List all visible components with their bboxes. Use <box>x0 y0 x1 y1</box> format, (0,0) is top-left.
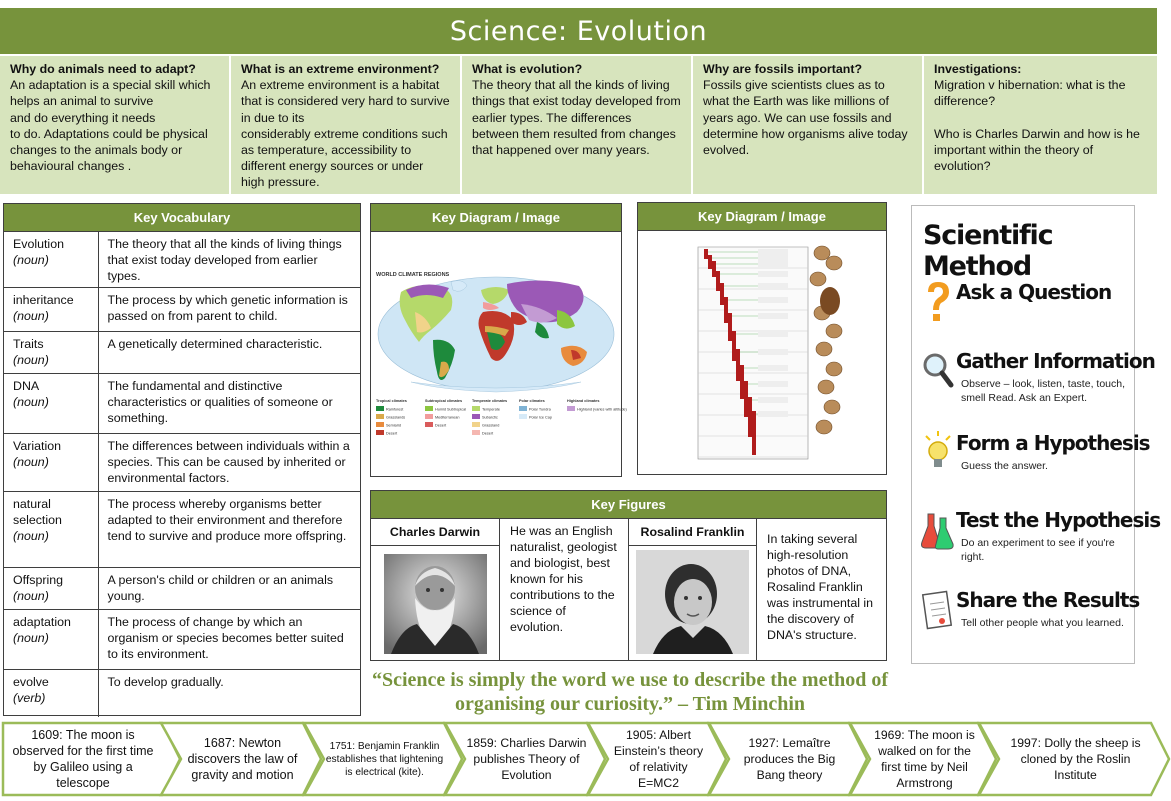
hominid-skull-images <box>810 246 842 434</box>
part-of-speech: (noun) <box>13 353 49 367</box>
species-range-bar <box>704 249 708 259</box>
question-box-adapt <box>0 56 229 194</box>
vocabulary-row <box>4 374 360 434</box>
legend-label: Polar Ice Cap <box>529 415 553 420</box>
vocabulary-definition: The fundamental and distinctive characteristics or qualities of someone or something. <box>98 374 360 434</box>
method-step-ask <box>922 280 1132 336</box>
figure-text: He was an English naturalist, geologist and biologist, best known for his contributions to the science of evolution. <box>510 524 617 634</box>
lab-report-icon <box>922 588 954 632</box>
vocabulary-term-cell <box>4 374 98 434</box>
legend-label: Grassland <box>482 423 500 428</box>
question-box-extreme-environment <box>231 56 460 194</box>
figure-darwin <box>371 519 500 660</box>
timeline-event-text: 1609: The moon is observed for the first time by Galileo using a telescope <box>12 728 154 790</box>
question-mark-icon <box>922 280 954 324</box>
legend-swatch <box>376 422 384 427</box>
franklin-portrait <box>629 546 756 659</box>
key-figures-panel <box>370 490 887 661</box>
figure-darwin-description <box>500 519 629 660</box>
method-step-hypothesis <box>922 431 1150 487</box>
timeline-event-text: 1751: Benjamin Franklin establishes that lightening is electrical (kite). <box>325 740 444 778</box>
question-text: An extreme environment is a habitat that is considered very hard to survive in due to its considerably extreme conditions such as temperature, accessibility to different energy sources or under high pressure. <box>241 78 450 190</box>
species-label-box <box>758 283 788 289</box>
key-vocabulary-panel <box>3 203 361 716</box>
question-box-evolution <box>462 56 691 194</box>
figure-franklin <box>629 519 757 660</box>
question-row <box>0 56 1157 194</box>
vocabulary-row <box>4 232 360 288</box>
species-range-bar <box>712 261 716 277</box>
part-of-speech: (noun) <box>13 455 49 469</box>
part-of-speech: (noun) <box>13 253 49 267</box>
map-title: WORLD CLIMATE REGIONS <box>376 272 450 278</box>
vocabulary-definition: The differences between individuals within a species. This can be caused by inherited or environmental factors. <box>98 434 360 492</box>
question-heading: What is evolution? <box>472 62 583 76</box>
method-step-gather <box>922 349 1155 409</box>
legend-swatch <box>519 406 527 411</box>
vocabulary-definition: The process whereby organisms better adapted to their environment and therefore tend to survive and produce more offspring. <box>98 492 360 568</box>
species-range-bar <box>740 365 744 399</box>
vocabulary-term-cell <box>4 434 98 492</box>
legend-swatch <box>472 406 480 411</box>
legend-swatch <box>567 406 575 411</box>
skull-image <box>816 342 832 356</box>
species-range-bar <box>708 255 712 269</box>
timeline-event <box>160 722 323 796</box>
vocabulary-term-cell <box>4 232 98 288</box>
species-range-bar <box>716 271 720 291</box>
vocabulary-term-cell <box>4 610 98 670</box>
legend-group-title: Subtropical climates <box>425 399 463 403</box>
species-label-box <box>758 381 788 387</box>
question-text: Migration v hibernation: what is the difference? Who is Charles Darwin and how is he important within the theory of evolution? <box>934 78 1140 174</box>
part-of-speech: (noun) <box>13 529 49 543</box>
vocabulary-term: Traits <box>13 337 44 351</box>
vocabulary-term: evolve <box>13 675 49 689</box>
vocabulary-term-cell <box>4 332 98 374</box>
skull-image <box>824 400 840 414</box>
step-heading: Ask a Question <box>956 280 1112 304</box>
legend-group-title: Temperate climates <box>472 399 508 403</box>
step-heading: Gather Information <box>956 349 1155 373</box>
legend-label: Semiarid <box>386 423 401 428</box>
legend-swatch <box>376 414 384 419</box>
part-of-speech: (noun) <box>13 589 49 603</box>
timeline-event <box>303 722 464 796</box>
vocabulary-term-cell <box>4 288 98 332</box>
legend-swatch <box>376 406 384 411</box>
vocabulary-term: inheritance <box>13 293 74 307</box>
species-range-bar <box>720 283 724 305</box>
legend-swatch <box>425 414 433 419</box>
vocabulary-row <box>4 610 360 670</box>
science-timeline <box>0 722 1157 798</box>
timeline-event <box>849 722 998 796</box>
timeline-event <box>444 722 607 796</box>
vocabulary-term-cell <box>4 568 98 610</box>
skull-image <box>826 362 842 376</box>
magnifier-icon <box>922 349 954 393</box>
species-label-box <box>758 271 788 277</box>
figure-franklin-description <box>757 519 885 660</box>
question-heading: What is an extreme environment? <box>241 62 440 76</box>
diagram-heading: Key Diagram / Image <box>371 204 621 231</box>
lightbulb-icon <box>922 431 954 475</box>
legend-swatch <box>425 406 433 411</box>
legend-label: Subarctic <box>482 415 498 420</box>
flask-icon <box>922 508 954 552</box>
legend-label: Desert <box>482 431 494 436</box>
part-of-speech: (verb) <box>13 691 46 705</box>
legend-swatch <box>472 422 480 427</box>
species-range-bar <box>748 397 752 437</box>
vocabulary-heading: Key Vocabulary <box>4 204 360 231</box>
question-heading: Why do animals need to adapt? <box>10 62 196 76</box>
skull-image <box>818 380 834 394</box>
timeline-event-text: 1969: The moon is walked on for the first time by Neil Armstrong <box>874 728 975 790</box>
species-label-box <box>758 411 788 417</box>
method-step-test <box>922 508 1161 568</box>
skull-image <box>814 246 830 260</box>
timeline-event <box>2 722 182 796</box>
part-of-speech: (noun) <box>13 631 49 645</box>
timeline-event-text: 1997: Dolly the sheep is cloned by the Roslin Institute <box>1010 736 1141 782</box>
species-label-box <box>758 313 788 319</box>
timeline-event-text: 1859: Charlies Darwin publishes Theory of Evolution <box>466 736 587 782</box>
skull-image <box>816 420 832 434</box>
step-description: Do an experiment to see if you're right. <box>961 537 1115 563</box>
part-of-speech: (noun) <box>13 309 49 323</box>
vocabulary-row <box>4 670 360 717</box>
question-text: Fossils give scientists clues as to what the Earth was like millions of years ago. We can use fossils and determine how organisms alive today evolved. <box>703 78 908 158</box>
legend-group-title: Tropical climates <box>376 399 407 403</box>
timeline-event-text: 1927: Lemaître produces the Big Bang theory <box>743 736 836 782</box>
legend-label: Rainforest <box>386 407 404 412</box>
timeline-event <box>978 722 1171 796</box>
vocabulary-definition: The process by which genetic information is passed on from parent to child. <box>98 288 360 332</box>
question-heading: Investigations: <box>934 62 1022 76</box>
legend-swatch <box>519 414 527 419</box>
quote: “Science is simply the word we use to describe the method of organising our curiosity.” – Tim Minchin <box>371 669 889 715</box>
question-text: An adaptation is a special skill which helps an animal to survive and do everything it needs to do. Adaptations could be physical changes to the animals body or behavioural changes . <box>10 78 211 174</box>
question-box-investigations <box>924 56 1157 194</box>
vocabulary-row <box>4 568 360 610</box>
step-description: Guess the answer. <box>961 460 1048 472</box>
step-heading: Test the Hypothesis <box>956 508 1161 532</box>
step-heading: Form a Hypothesis <box>956 431 1150 455</box>
vocabulary-row <box>4 332 360 374</box>
vocabulary-term: DNA <box>13 379 40 393</box>
species-label-box <box>758 255 788 261</box>
species-label-box <box>758 349 788 355</box>
legend-swatch <box>472 430 480 435</box>
method-step-share <box>922 588 1140 648</box>
timeline-event-text: 1687: Newton discovers the law of gravity and motion <box>187 736 298 782</box>
vocabulary-term: Offspring <box>13 573 64 587</box>
legend-group-title: Highland climates <box>567 399 600 403</box>
vocabulary-term: natural selection <box>13 497 62 527</box>
species-range-bar <box>736 349 740 381</box>
figure-text: In taking several high-resolution photos of DNA, Rosalind Franklin was instrumental in the discovery of DNA's structure. <box>767 532 874 642</box>
question-heading: Why are fossils important? <box>703 62 863 76</box>
vocabulary-definition: A person's child or children or an animals young. <box>98 568 360 610</box>
world-climate-map <box>371 232 627 477</box>
page-title: Science: Evolution <box>0 8 1157 54</box>
vocabulary-row <box>4 288 360 332</box>
legend-label: Highland (varies with altitude) <box>577 407 627 412</box>
species-label-box <box>758 397 788 403</box>
vocabulary-table <box>4 231 360 717</box>
legend-label: Desert <box>386 431 398 436</box>
ape-figure <box>820 287 840 315</box>
key-diagram-climate-panel <box>370 203 627 477</box>
species-range-bar <box>724 297 728 323</box>
vocabulary-term: Evolution <box>13 237 64 251</box>
question-box-fossils <box>693 56 922 194</box>
legend-label: Polar Tundra <box>529 407 551 412</box>
question-text: The theory that all the kinds of living things that exist today developed from earlier types. The differences between them resulted from changes that happened over many years. <box>472 78 681 158</box>
legend-label: Mediterranean <box>435 415 460 420</box>
species-range-bar <box>728 313 732 341</box>
timeline-event <box>708 722 869 796</box>
legend-label: Humid Subtropical <box>435 407 467 412</box>
species-label-box <box>758 331 788 337</box>
legend-label: Grasslands <box>386 415 406 420</box>
step-description: Observe – look, listen, taste, touch, smell Read. Ask an Expert. <box>961 378 1126 404</box>
human-evolution-chart <box>638 231 885 475</box>
darwin-portrait <box>371 546 499 659</box>
diagram-heading: Key Diagram / Image <box>638 203 886 230</box>
map-legend <box>376 399 628 436</box>
figure-name: Rosalind Franklin <box>629 519 756 546</box>
skull-image <box>810 272 826 286</box>
legend-label: Desert <box>435 423 447 428</box>
step-description: Tell other people what you learned. <box>961 617 1124 629</box>
species-label-box <box>758 365 788 371</box>
part-of-speech: (noun) <box>13 395 49 409</box>
species-label-box <box>758 249 788 255</box>
timeline-event-text: 1905: Albert Einstein’s theory of relativity E=MC2 <box>613 728 704 790</box>
vocabulary-definition: A genetically determined characteristic. <box>98 332 360 374</box>
key-diagram-human-evolution-panel <box>637 202 887 475</box>
legend-swatch <box>472 414 480 419</box>
vocabulary-definition: The process of change by which an organism or species becomes better suited to its environment. <box>98 610 360 670</box>
species-label-box <box>758 261 788 267</box>
species-range-bar <box>744 381 748 417</box>
vocabulary-definition: To develop gradually. <box>98 670 360 717</box>
skull-image <box>826 256 842 270</box>
vocabulary-term-cell <box>4 492 98 568</box>
vocabulary-definition: The theory that all the kinds of living things that exist today developed from earlier types. <box>98 232 360 288</box>
timeline-event <box>587 722 728 796</box>
step-heading: Share the Results <box>956 588 1140 612</box>
species-label-box <box>758 297 788 303</box>
figures-heading: Key Figures <box>371 491 886 518</box>
legend-group-title: Polar climates <box>519 399 545 403</box>
vocabulary-row <box>4 492 360 568</box>
method-title: Scientific Method <box>923 220 1053 282</box>
vocabulary-term: adaptation <box>13 615 71 629</box>
legend-swatch <box>376 430 384 435</box>
skull-image <box>826 324 842 338</box>
vocabulary-term-cell <box>4 670 98 717</box>
species-range-bar <box>732 331 736 361</box>
vocabulary-row <box>4 434 360 492</box>
figure-name: Charles Darwin <box>371 519 499 546</box>
species-range-bar <box>752 411 756 455</box>
legend-label: Temperate <box>482 407 500 412</box>
vocabulary-term: Variation <box>13 439 61 453</box>
legend-swatch <box>425 422 433 427</box>
scientific-method-poster <box>911 205 1161 664</box>
